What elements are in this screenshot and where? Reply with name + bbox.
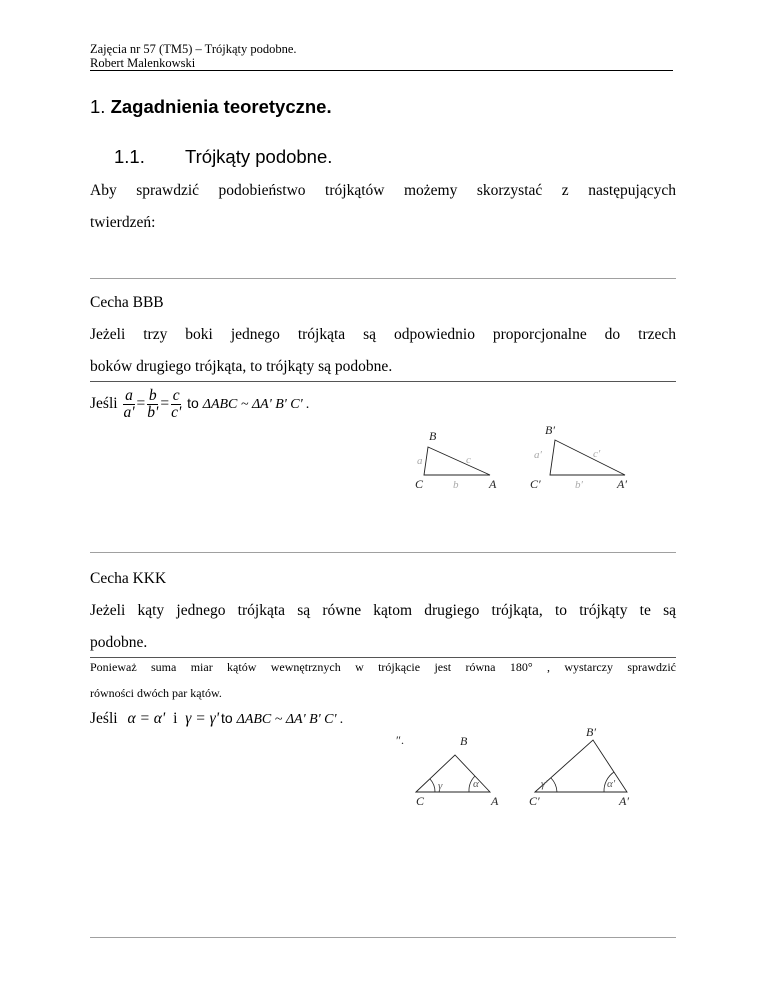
kkk-relation: ΔABC ~ ΔA' B' C' . — [236, 712, 344, 727]
intro-line-1: Aby sprawdzić podobieństwo trójkątów możemy skorzystać z następujących — [90, 182, 676, 199]
label-B: B — [429, 429, 437, 443]
triangle-abc-prime-shape — [550, 440, 625, 475]
separator-2 — [90, 552, 676, 553]
section-1-title: Zagadnienia teoretyczne. — [110, 96, 332, 117]
bbb-rule — [90, 381, 676, 382]
label-B2: B — [460, 734, 468, 748]
bbb-title: Cecha BBB — [90, 294, 164, 311]
header-rule — [90, 70, 673, 71]
label-A2: A — [491, 794, 499, 808]
label-side-b-prime: b′ — [575, 479, 583, 490]
label-B2-prime: B′ — [586, 725, 596, 739]
kkk-note-1: Ponieważ suma miar kątów wewnętrznych w trójkącie jest równa 180° , wystarczy sprawdzić — [90, 660, 676, 674]
bbb-to: to — [187, 395, 199, 412]
bbb-line-2: boków drugiego trójkąta, to trójkąty są podobne. — [90, 358, 393, 375]
label-A2-prime: A′ — [619, 794, 629, 808]
bbb-relation: ΔABC ~ ΔA' B' C' . — [202, 397, 310, 413]
kkk-jesli: Jeśli — [90, 710, 118, 727]
section-1-heading — [90, 96, 332, 118]
label-A: A — [489, 477, 497, 490]
kkk-condition-alpha: α = α' — [127, 710, 166, 727]
angle-gamma-arc — [430, 779, 435, 792]
label-side-a-prime: a′ — [534, 449, 542, 461]
section-1-1-title: Trójkąty podobne. — [185, 146, 333, 167]
triangle-abc-prime — [530, 423, 627, 490]
label-gamma: γ — [438, 780, 443, 792]
triangle-abc-shape — [424, 447, 490, 475]
bbb-jesli: Jeśli — [90, 395, 118, 413]
bbb-eq-2: = — [160, 395, 170, 413]
kkk-i: i — [173, 710, 178, 727]
label-C-prime: C′ — [530, 477, 541, 490]
header-line-1: Zajęcia nr 57 (TM5) – Trójkąty podobne. — [90, 42, 297, 56]
bbb-fraction-c: $\frac{c}{c'}$ — [171, 387, 182, 421]
label-side-c: c — [466, 454, 471, 466]
bbb-line-1: Jeżeli trzy boki jednego trójkąta są odpowiednio proporcjonalne do trzech — [90, 326, 676, 343]
kkk-condition-gamma: γ = γ' — [185, 710, 220, 727]
separator-1 — [90, 278, 676, 279]
bbb-eq-1: = — [136, 395, 146, 413]
label-side-a: a — [417, 455, 423, 467]
label-gamma-prime: γ′ — [541, 778, 548, 790]
label-alpha: α — [473, 778, 479, 790]
angle-gamma-prime-arc — [551, 778, 557, 792]
kkk-line-1: Jeżeli kąty jednego trójkąta są równe kątom drugiego trójkąta, to trójkąty te są — [90, 602, 676, 619]
label-alpha-prime: α′ — [607, 778, 616, 790]
label-C: C — [415, 477, 424, 490]
kkk-formula — [90, 710, 343, 728]
label-side-c-prime: c′ — [593, 448, 601, 460]
separator-3 — [90, 937, 676, 938]
intro-line-2: twierdzeń: — [90, 214, 156, 231]
triangle-abc-angles-shape — [416, 755, 490, 792]
bbb-triangles-figure — [400, 420, 660, 490]
label-C2-prime: C′ — [529, 794, 540, 808]
kkk-to: to — [221, 710, 233, 726]
kkk-triangles-figure — [390, 725, 650, 815]
bbb-fraction-b: $\frac{b}{b'}$ — [147, 387, 159, 421]
label-C2: C — [416, 794, 425, 808]
triangle-abc-prime-angles — [529, 725, 629, 808]
header-author: Robert Malenkowski — [90, 56, 196, 70]
bbb-fraction-a: $\frac{a}{a'}$ — [123, 387, 135, 421]
kkk-mark: ″. — [396, 733, 404, 747]
label-B-prime: B′ — [545, 423, 555, 437]
kkk-line-2: podobne. — [90, 634, 148, 651]
kkk-title: Cecha KKK — [90, 570, 167, 587]
bbb-formula — [90, 388, 310, 421]
label-side-b: b — [453, 479, 459, 490]
label-A-prime: A′ — [617, 477, 627, 490]
section-1-1-number: 1.1. — [114, 146, 145, 167]
kkk-note-2: równości dwóch par kątów. — [90, 686, 222, 700]
section-1-number: 1. — [90, 96, 106, 117]
triangle-abc-angles — [416, 734, 499, 808]
triangle-abc — [415, 429, 497, 490]
